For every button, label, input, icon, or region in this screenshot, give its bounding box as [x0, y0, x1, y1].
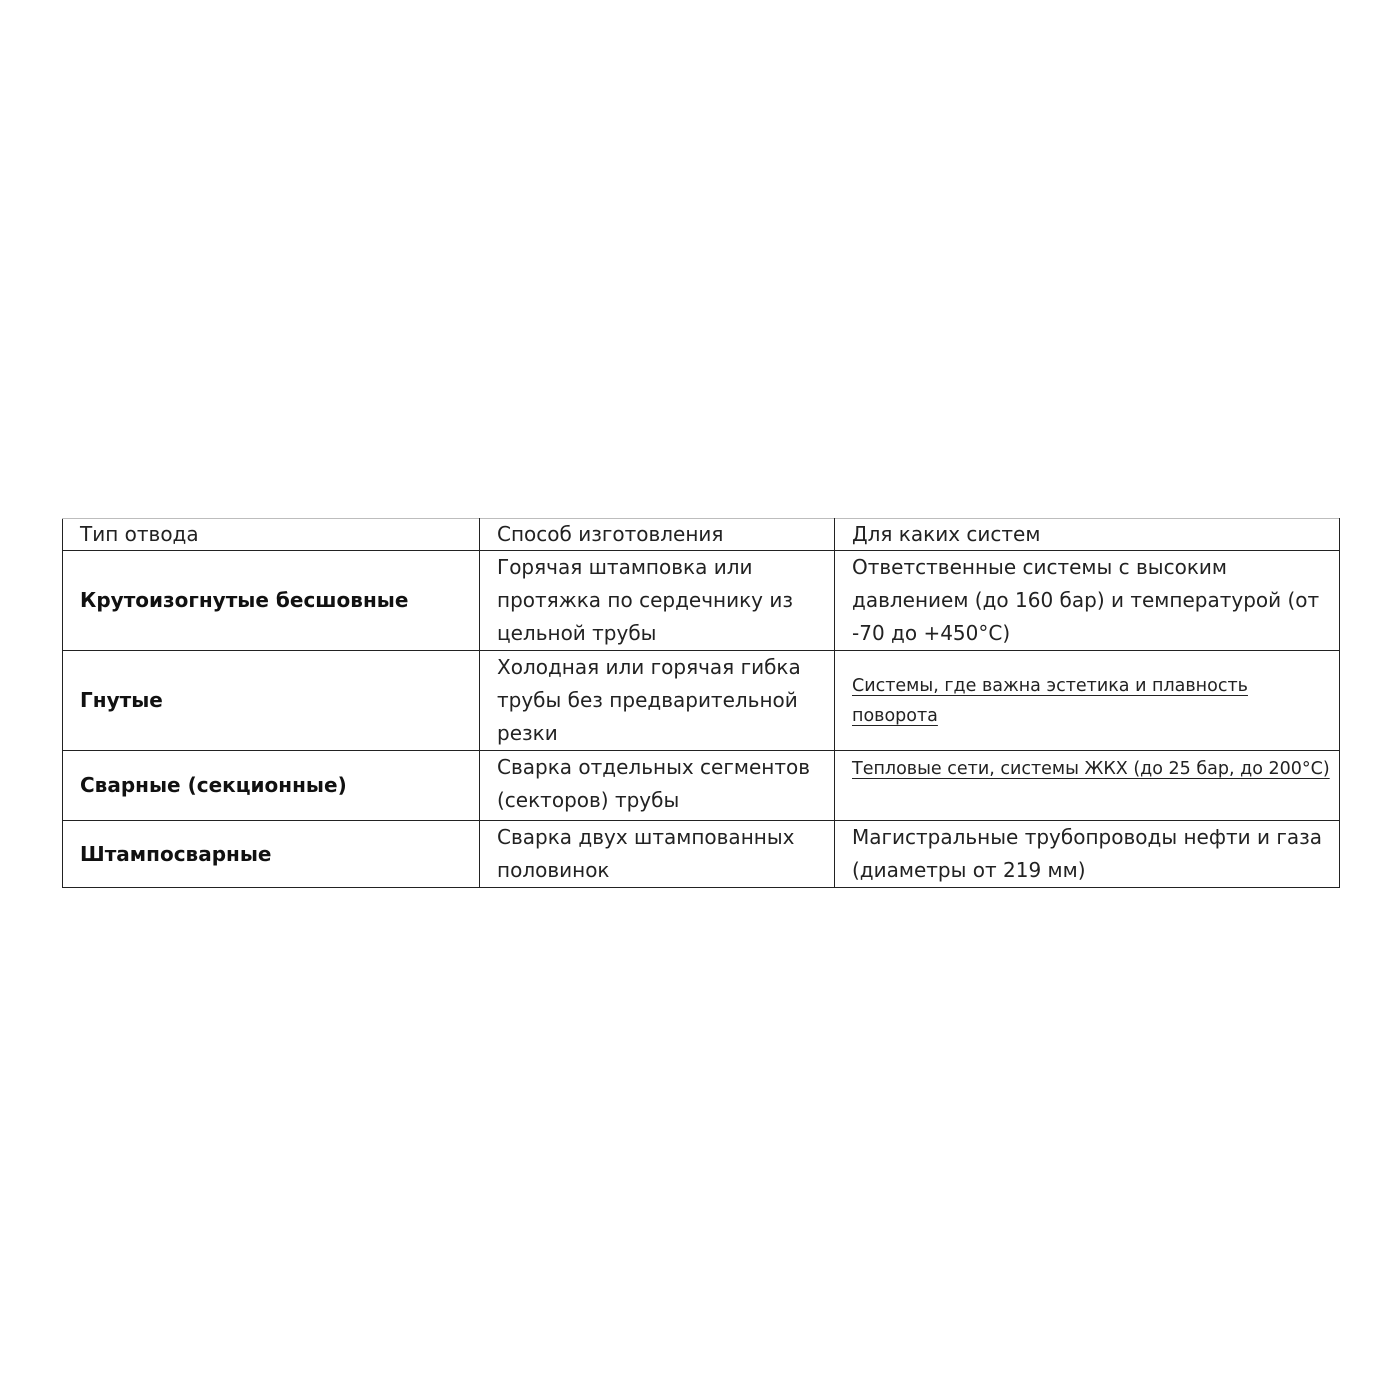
cell-method: Сварка двух штампованных половинок	[480, 821, 835, 888]
table-row	[63, 651, 1340, 751]
elbow-types-table	[62, 518, 1340, 888]
cell-method: Холодная или горячая гибка трубы без предварительной резки	[480, 651, 835, 751]
header-type: Тип отвода	[63, 519, 480, 551]
cell-type: Гнутые	[63, 651, 480, 751]
cell-method: Сварка отдельных сегментов (секторов) трубы	[480, 751, 835, 821]
cell-type: Сварные (секционные)	[63, 751, 480, 821]
cell-use: Магистральные трубопроводы нефти и газа (диаметры от 219 мм)	[835, 821, 1340, 888]
table-row	[63, 821, 1340, 888]
table-header-row	[63, 519, 1340, 551]
cell-use	[835, 751, 1340, 821]
header-use: Для каких систем	[835, 519, 1340, 551]
cell-use	[835, 651, 1340, 751]
cell-method: Горячая штамповка или протяжка по сердечнику из цельной трубы	[480, 551, 835, 651]
cell-type: Крутоизогнутые бесшовные	[63, 551, 480, 651]
cell-use-link-text[interactable]: Тепловые сети, системы ЖКХ (до 25 бар, до 200°C)	[852, 759, 1330, 779]
cell-use: Ответственные системы с высоким давлением (до 160 бар) и температурой (от -70 до +450°C)	[835, 551, 1340, 651]
table-row	[63, 551, 1340, 651]
cell-use-link-text[interactable]: Системы, где важна эстетика и плавность поворота	[852, 675, 1248, 726]
table-row	[63, 751, 1340, 821]
cell-type: Штампосварные	[63, 821, 480, 888]
header-method: Способ изготовления	[480, 519, 835, 551]
